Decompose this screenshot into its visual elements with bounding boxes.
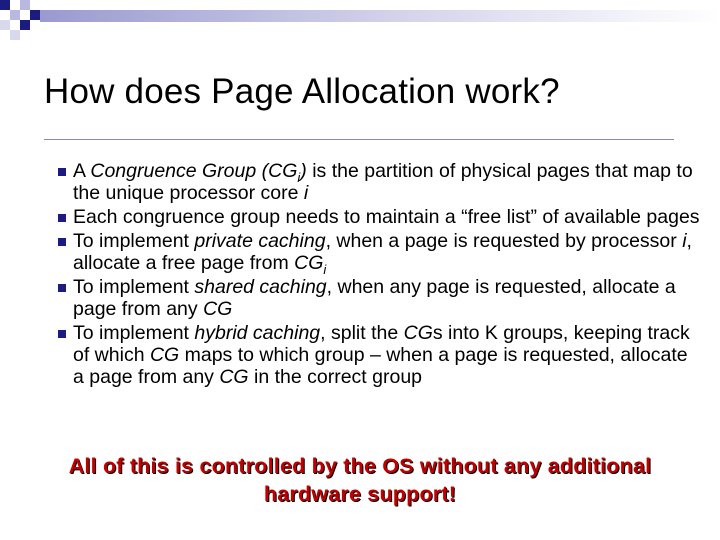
bullet-text: i bbox=[303, 182, 309, 204]
slide-title: How does Page Allocation work? bbox=[44, 72, 560, 111]
bullet-text: To implement bbox=[73, 276, 195, 298]
bullet-text: , split the bbox=[320, 322, 404, 344]
bullet-item bbox=[60, 206, 700, 228]
bullet-text: s into K groups, keeping track of which bbox=[73, 322, 690, 366]
title-divider bbox=[44, 139, 674, 140]
bullet-item bbox=[60, 160, 700, 204]
bullet-list bbox=[60, 160, 700, 390]
bullet-text: A bbox=[73, 160, 91, 182]
square-bullet-icon bbox=[58, 214, 66, 222]
square-bullet-icon bbox=[58, 330, 66, 338]
bullet-text: is the partition of physical pages that map to the unique processor core bbox=[73, 160, 693, 204]
bullet-text: CG bbox=[203, 298, 233, 320]
square-bullet-icon bbox=[58, 238, 66, 246]
bullet-text: i bbox=[297, 169, 301, 185]
bullet-text: To implement bbox=[73, 230, 195, 252]
header-decoration bbox=[0, 0, 720, 40]
bullet-text: To implement bbox=[73, 322, 195, 344]
bullet-text: Each congruence group needs to maintain a “free list” of available pages bbox=[73, 206, 700, 228]
footer-note: All of this is controlled by the OS without any additional hardware support! bbox=[68, 454, 652, 506]
bullet-text: CG bbox=[149, 344, 180, 366]
bullet-text: shared caching bbox=[194, 276, 327, 298]
bullet-text: ) bbox=[300, 160, 307, 182]
bullet-text: private caching bbox=[194, 230, 326, 252]
bullet-text: i bbox=[323, 261, 327, 277]
bullet-text: hybrid caching bbox=[194, 322, 321, 344]
bullet-text: CG bbox=[294, 252, 324, 274]
bullet-text: maps to which group – when a page is requested, allocate a page from any bbox=[73, 344, 688, 388]
bullet-text: i bbox=[682, 230, 687, 252]
bullet-text: CG bbox=[403, 322, 433, 344]
bullet-text: Congruence Group (CG bbox=[90, 160, 298, 182]
bullet-item bbox=[60, 322, 700, 388]
bullet-text: , when any page is requested, allocate a page from any bbox=[73, 276, 676, 320]
bullet-item bbox=[60, 276, 700, 320]
bullet-text: , allocate a free page from bbox=[73, 230, 692, 274]
bullet-text: in the correct group bbox=[248, 366, 423, 388]
bullet-text: , when a page is requested by processor bbox=[325, 230, 683, 252]
square-bullet-icon bbox=[58, 284, 66, 292]
bullet-text: CG bbox=[219, 366, 249, 388]
square-bullet-icon bbox=[58, 168, 66, 176]
bullet-item bbox=[60, 230, 700, 277]
